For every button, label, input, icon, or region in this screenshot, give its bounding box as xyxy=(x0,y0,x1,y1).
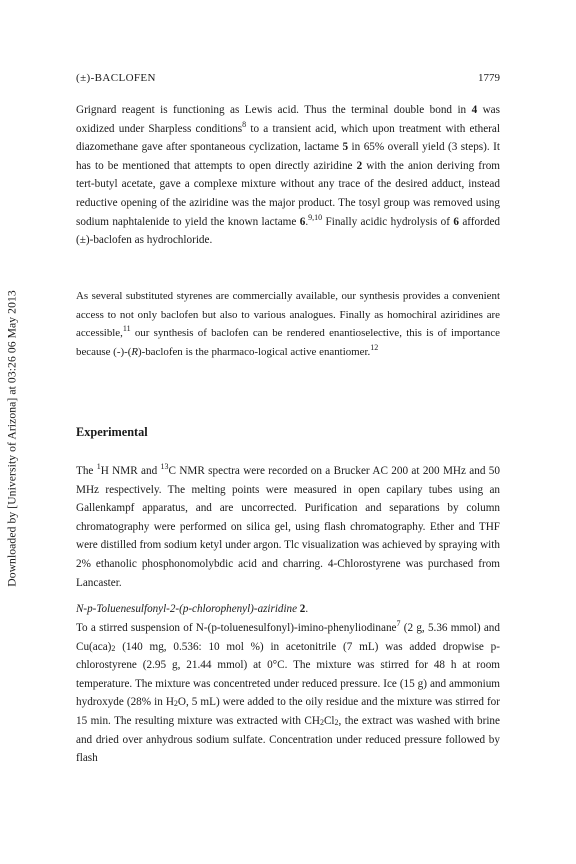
paragraph-conclusion: As several substituted styrenes are commercially available, our synthesis provides a convenient access to not only baclofen but also to various analogues. Finally as homochiral aziridines are accessible,$^{11}$ our synthesis of baclofen can be rendered enantioselective, this is of importance because (-)-(R)-baclofen is the pharmaco-logical active enantiomer.$^{12}$ xyxy=(76,290,500,358)
citation-ref: 12 xyxy=(370,342,379,352)
download-watermark: Downloaded by [University of Arizona] at 03:26 06 May 2013 xyxy=(5,290,19,587)
page-number: 1779 xyxy=(478,72,500,84)
running-head: (±)-BACLOFEN xyxy=(76,72,156,84)
paragraph-general-methods: The $^1$H NMR and $^{13}$C NMR spectra were recorded on a Brucker AC 200 at 200 MHz and 50 MHz respectively. The melting points were measured in open capilary tubes using an Gallenkampf apparatus, and are uncorrected. Purification and separations by column chromatography were performed on silica gel, using flash chromatography. Ether and THF were distilled from sodium ketyl under argon. Tlc visualization was achieved by spraying with 2% ethanolic phosphonomolybdic acid and charring. 4-Chlorostyrene was purchased from Lancaster. xyxy=(76,462,500,589)
citation-ref: 11 xyxy=(122,324,131,334)
paragraph-results: Grignard reagent is functioning as Lewis acid. Thus the terminal double bond in 4 was oxidized under Sharpless conditions$^8$ to a transient acid, which upon treatment with etheral diazomethane gave after spontaneous cyclization, lactame 5 in 65% overall yield (3 steps). It has to be mentioned that attempts to open directly aziridine 2 with the anion deriving from tert-butyl acetate, gave a complexe mixture without any trace of the desired adduct, instead reductive opening of the aziridine was the major product. The tosyl group was removed using sodium naphtalenide to yield the known lactame 6.$^{9,10}$ Finally acidic hydrolysis of 6 afforded (±)-baclofen as hydrochloride. xyxy=(76,104,501,247)
citation-ref: 8 xyxy=(242,119,247,129)
compound-subheading: N-p-Toluenesulfonyl-2-(p-chlorophenyl)-aziridine 2. xyxy=(76,603,309,615)
section-heading-experimental: Experimental xyxy=(76,425,148,439)
paragraph-procedure: To a stirred suspension of N-(p-toluenesulfonyl)-imino-phenyliodinane$^7$ (2 g, 5.36 mmol) and $Cu(aca)_2$ (140 mg, 0.536: 10 mol %) in acetonitrile (7 mL) was added dropwise p-chlorostyrene (2.95 g, 21.44 mmol) at 0°C. The mixture was stirred for 48 h at room temperature. The mixture was concentreted under reduced pressure. Ice (15 g) and ammonium hydroxyde (28% in $H_2O$, 5 mL) were added to the oily residue and the mixture was stirred for 15 min. The resulting mixture was extracted with $CH_2Cl_2$, the extract was washed with brine and dried over anhydrous sodium sulfate. Concentration under reduced pressure followed by flash xyxy=(76,619,500,765)
citation-ref: 9,10 xyxy=(308,212,323,222)
citation-ref: 7 xyxy=(396,619,401,628)
